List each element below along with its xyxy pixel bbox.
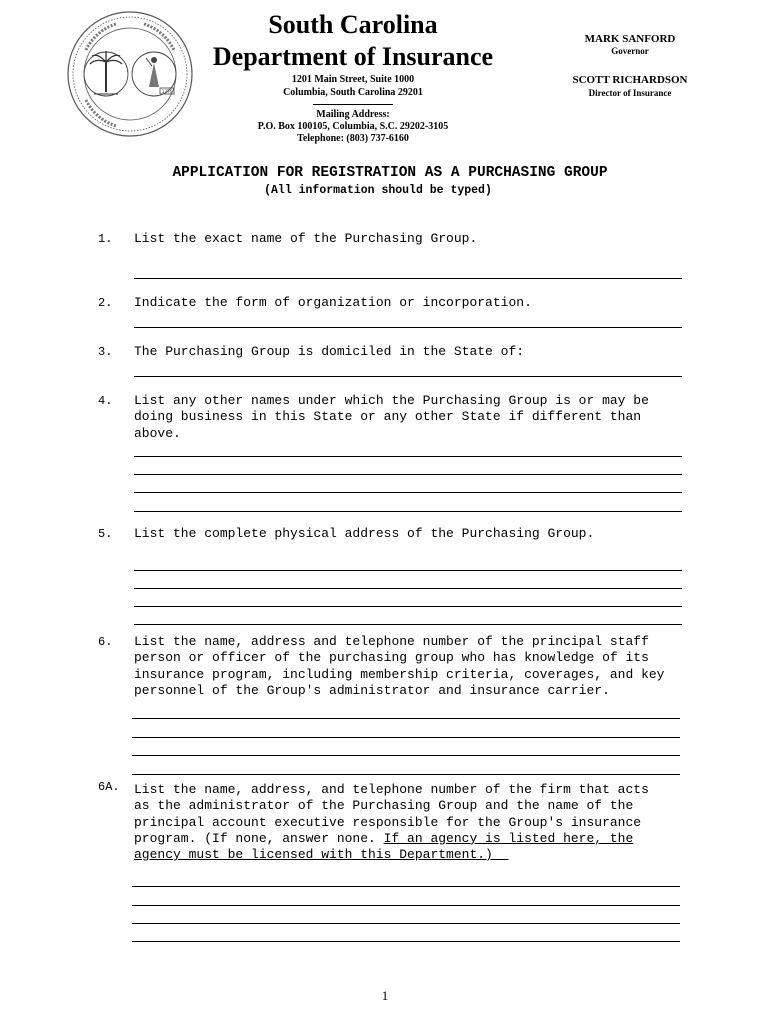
question-6-number: 6. [98,635,113,649]
answer-line-6a-a[interactable] [132,886,680,887]
question-4-text [134,393,684,442]
question-3-text: The Purchasing Group is domiciled in the State of: [134,344,525,359]
question-6-text [134,634,684,699]
director-title: Director of Insurance [588,88,672,98]
question-2-number: 2. [98,296,113,310]
governor-name: MARK SANFORD [584,33,676,45]
question-4-line-3: above. [134,425,181,441]
question-6a-line-5: agency must be licensed with this Department.) [134,847,509,863]
question-6a-line-1: List the name, address, and telephone number of the firm that acts [134,782,649,797]
answer-line-4d[interactable] [134,511,682,512]
city-address: Columbia, South Carolina 29201 [283,87,423,98]
answer-line-6a-d[interactable] [132,941,680,942]
answer-line-1a[interactable] [134,278,682,279]
question-6a-text [134,782,684,863]
question-4-line-1: List any other names under which the Purchasing Group is or may be [134,393,649,408]
answer-line-6a-c[interactable] [132,923,680,924]
question-4-number: 4. [98,394,113,408]
director-name: SCOTT RICHARDSON [572,74,688,86]
question-6-line-4: personnel of the Group's administrator and insurance carrier. [134,682,610,698]
svg-text:1776: 1776 [161,89,173,94]
answer-line-6b[interactable] [132,737,680,738]
answer-line-6a[interactable] [132,718,680,719]
answer-line-6c[interactable] [132,755,680,756]
header-divider [313,104,393,105]
answer-line-4c[interactable] [134,492,682,493]
answer-line-5d[interactable] [134,624,682,625]
question-6a-line-4-plain: program. (If none, answer none. [134,830,384,846]
question-6a-line-2: as the administrator of the Purchasing Group and the name of the [134,798,634,814]
answer-line-5a[interactable] [134,570,682,571]
mailing-label: Mailing Address: [316,109,390,120]
state-seal-icon [66,10,194,138]
question-2-text: Indicate the form of organization or incorporation. [134,295,532,310]
telephone: Telephone: (803) 737-6160 [297,133,409,144]
department-name: Department of Insurance [212,42,494,71]
question-6a-line-4-underlined: If an agency is listed here, the [383,830,634,846]
question-6-line-1: List the name, address and telephone number of the principal staff [134,634,649,649]
question-1-number: 1. [98,232,113,246]
answer-line-5c[interactable] [134,606,682,607]
question-5-text: List the complete physical address of the Purchasing Group. [134,526,595,541]
street-address: 1201 Main Street, Suite 1000 [291,74,415,85]
answer-line-2a[interactable] [134,327,682,328]
question-6a-number: 6A. [98,780,120,794]
form-subtitle: (All information should be typed) [264,184,492,197]
answer-line-4a[interactable] [134,456,682,457]
question-5-number: 5. [98,527,113,541]
answer-line-6d[interactable] [132,774,680,775]
answer-line-4b[interactable] [134,474,682,475]
question-6-line-2: person or officer of the purchasing group who has knowledge of its [134,650,649,666]
question-6-line-3: insurance program, including membership criteria, coverages, and key [134,666,665,682]
question-3-number: 3. [98,345,113,359]
question-1-text: List the exact name of the Purchasing Group. [134,231,478,246]
governor-title: Governor [611,46,649,56]
state-name: South Carolina [268,10,438,39]
page-number: 1 [381,988,389,1003]
answer-line-6a-b[interactable] [132,905,680,906]
form-title: APPLICATION FOR REGISTRATION AS A PURCHASING GROUP [172,165,608,181]
question-4-line-2: doing business in this State or any other State if different than [134,409,642,425]
question-6a-line-3: principal account executive responsible for the Group's insurance [134,814,642,830]
answer-line-3a[interactable] [134,376,682,377]
po-box: P.O. Box 100105, Columbia, S.C. 29202-3105 [257,121,449,132]
answer-line-5b[interactable] [134,588,682,589]
question-6a-line-4 [134,831,684,847]
